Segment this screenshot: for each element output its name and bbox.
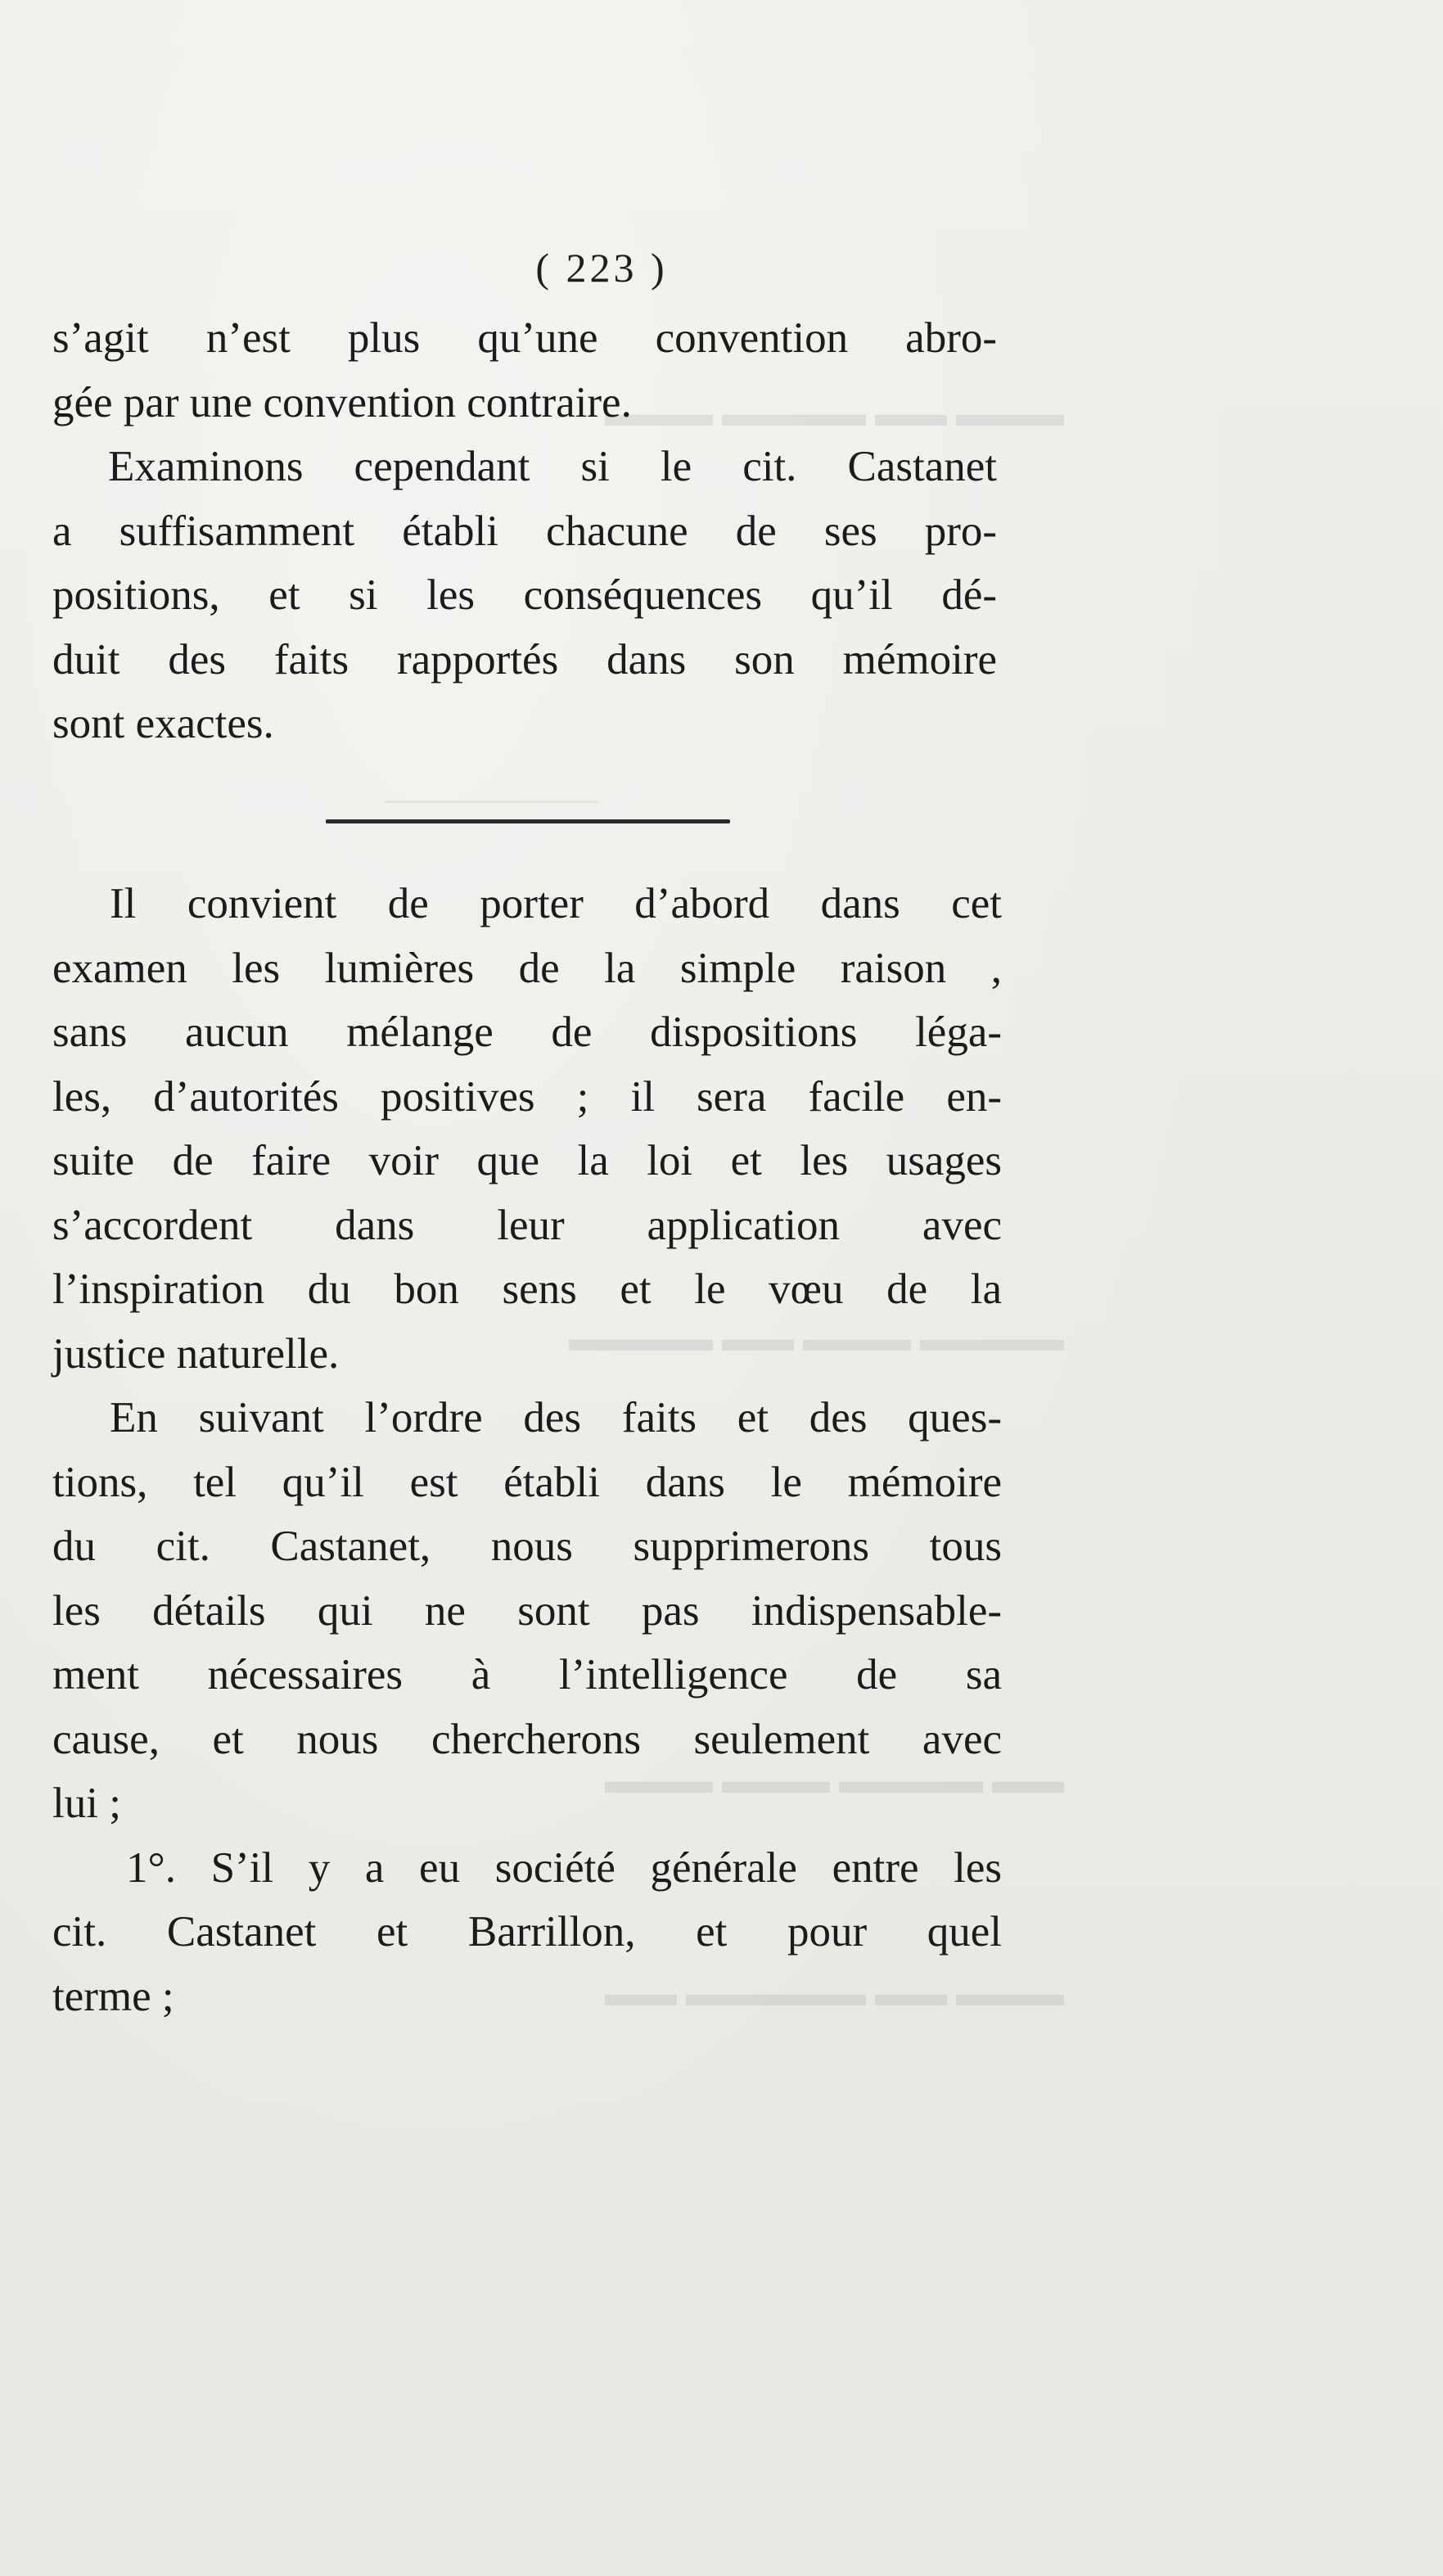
- text-line: justice naturelle.: [52, 1329, 340, 1378]
- section-divider: [326, 819, 730, 823]
- text-line: les détails qui ne sont pas indispensable-: [52, 1586, 1002, 1635]
- text-line: l’inspiration du bon sens et le vœu de la: [52, 1265, 1002, 1313]
- text-line: positions, et si les conséquences qu’il dé-: [52, 571, 997, 619]
- text-line: s’agit n’est plus qu’une convention abro-: [52, 314, 997, 362]
- show-through-texture: ▬▬▬ ▬▬ ▬▬▬▬▬ ▬▬: [605, 1974, 1064, 2014]
- text-line: cit. Castanet et Barrillon, et pour quel: [52, 1908, 1002, 1956]
- text-line: a suffisamment établi chacune de ses pro-: [52, 507, 997, 555]
- text-line: En suivant l’ordre des faits et des ques-: [110, 1394, 1002, 1441]
- text-line: gée par une convention contraire.: [52, 378, 632, 426]
- text-line: sont exactes.: [52, 700, 274, 747]
- text-line: s’accordent dans leur application avec: [52, 1201, 1002, 1249]
- text-line: les, d’autorités positives ; il sera facile en-: [52, 1072, 1002, 1121]
- paragraph-block-top: [52, 306, 997, 756]
- page-number: ( 223 ): [535, 245, 668, 291]
- text-line: Il convient de porter d’abord dans cet: [110, 880, 1002, 927]
- text-line: 1°. S’il y a eu société générale entre les: [126, 1843, 1002, 1892]
- text-line: duit des faits rapportés dans son mémoire: [52, 635, 997, 683]
- text-line: sans aucun mélange de dispositions léga-: [52, 1008, 1002, 1056]
- text-line: du cit. Castanet, nous supprimerons tous: [52, 1523, 1002, 1570]
- text-line: tions, tel qu’il est établi dans le mémoire: [52, 1458, 1002, 1506]
- paragraph-block-main: [52, 872, 1002, 2028]
- text-line: suite de faire voir que la loi et les usages: [52, 1137, 1002, 1184]
- text-line: ment nécessaires à l’intelligence de sa: [52, 1651, 1002, 1699]
- text-line: Examinons cependant si le cit. Castanet: [108, 443, 997, 490]
- show-through-texture: ▬▬▬▬ ▬▬▬ ▬▬ ▬▬▬▬: [569, 1319, 1064, 1359]
- text-line: lui ;: [52, 1780, 121, 1827]
- show-through-texture: ▬▬ ▬▬▬▬ ▬▬▬ ▬▬▬: [605, 1761, 1064, 1801]
- text-line: terme ;: [52, 1972, 174, 2020]
- text-line: cause, et nous chercherons seulement avec: [52, 1715, 1002, 1763]
- show-through-texture: ▬▬▬ ▬▬ ▬▬▬▬ ▬▬▬: [605, 394, 1064, 434]
- text-line: examen les lumières de la simple raison ,: [52, 944, 1002, 992]
- divider-shadow: [385, 801, 597, 803]
